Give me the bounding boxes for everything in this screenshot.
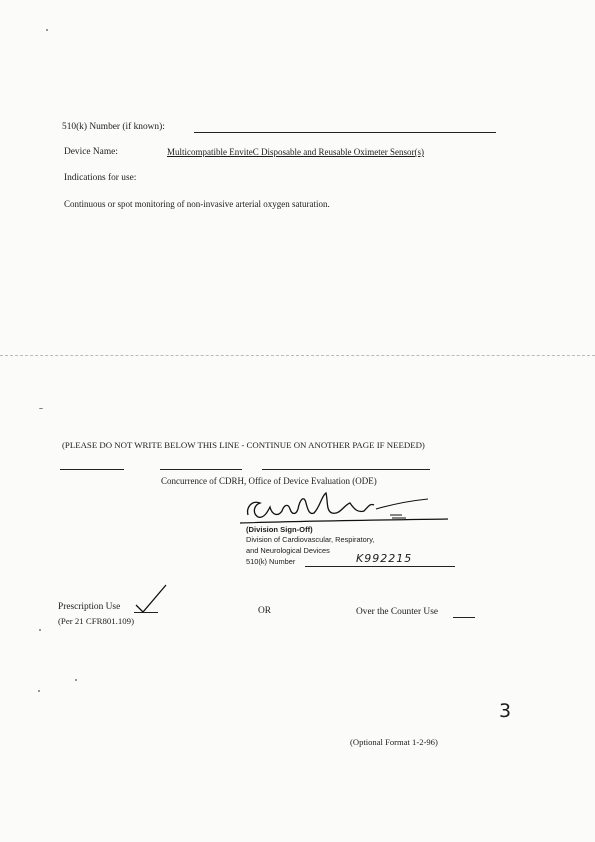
indications-text: Continuous or spot monitoring of non-invasive arterial oxygen saturation. [64, 199, 330, 209]
checkmark-icon [134, 583, 170, 615]
division-line-1: Division of Cardiovascular, Respiratory, [246, 535, 375, 544]
k-number-label: 510(k) Number [246, 557, 296, 566]
blank-line-1 [60, 469, 124, 470]
scan-speck [39, 629, 41, 631]
number-blank-line [194, 132, 496, 133]
concurrence-text: Concurrence of CDRH, Office of Device Evaluation (ODE) [161, 476, 377, 486]
number-label: 510(k) Number (if known): [62, 122, 165, 132]
division-line-2: and Neurological Devices [246, 546, 330, 555]
blank-line-3 [262, 469, 430, 470]
k-number-line [305, 566, 455, 567]
blank-line-2 [160, 469, 242, 470]
otc-label: Over the Counter Use [356, 607, 439, 617]
scan-speck [38, 690, 40, 692]
format-note: (Optional Format 1-2-96) [350, 737, 438, 747]
signature-image [240, 485, 450, 529]
or-text: OR [258, 606, 272, 616]
indications-label: Indications for use: [64, 173, 137, 183]
division-signoff-label: (Division Sign-Off) [246, 525, 313, 534]
scan-artifact-line [0, 355, 595, 356]
prescription-label: Prescription Use [58, 602, 121, 612]
prescription-reference: (Per 21 CFR801.109) [58, 616, 134, 626]
device-name-label: Device Name: [64, 147, 118, 157]
page-number: 3 [499, 700, 512, 722]
otc-line [453, 617, 475, 618]
notice-text: (PLEASE DO NOT WRITE BELOW THIS LINE - CONTINUE ON ANOTHER PAGE IF NEEDED) [62, 440, 425, 450]
scan-speck [75, 679, 77, 681]
k-number-value: K992215 [356, 552, 413, 565]
device-name-value: Multicompatible EnviteC Disposable and Reusable Oximeter Sensor(s) [167, 147, 424, 157]
scan-speck [39, 408, 43, 409]
scan-speck [46, 29, 48, 31]
